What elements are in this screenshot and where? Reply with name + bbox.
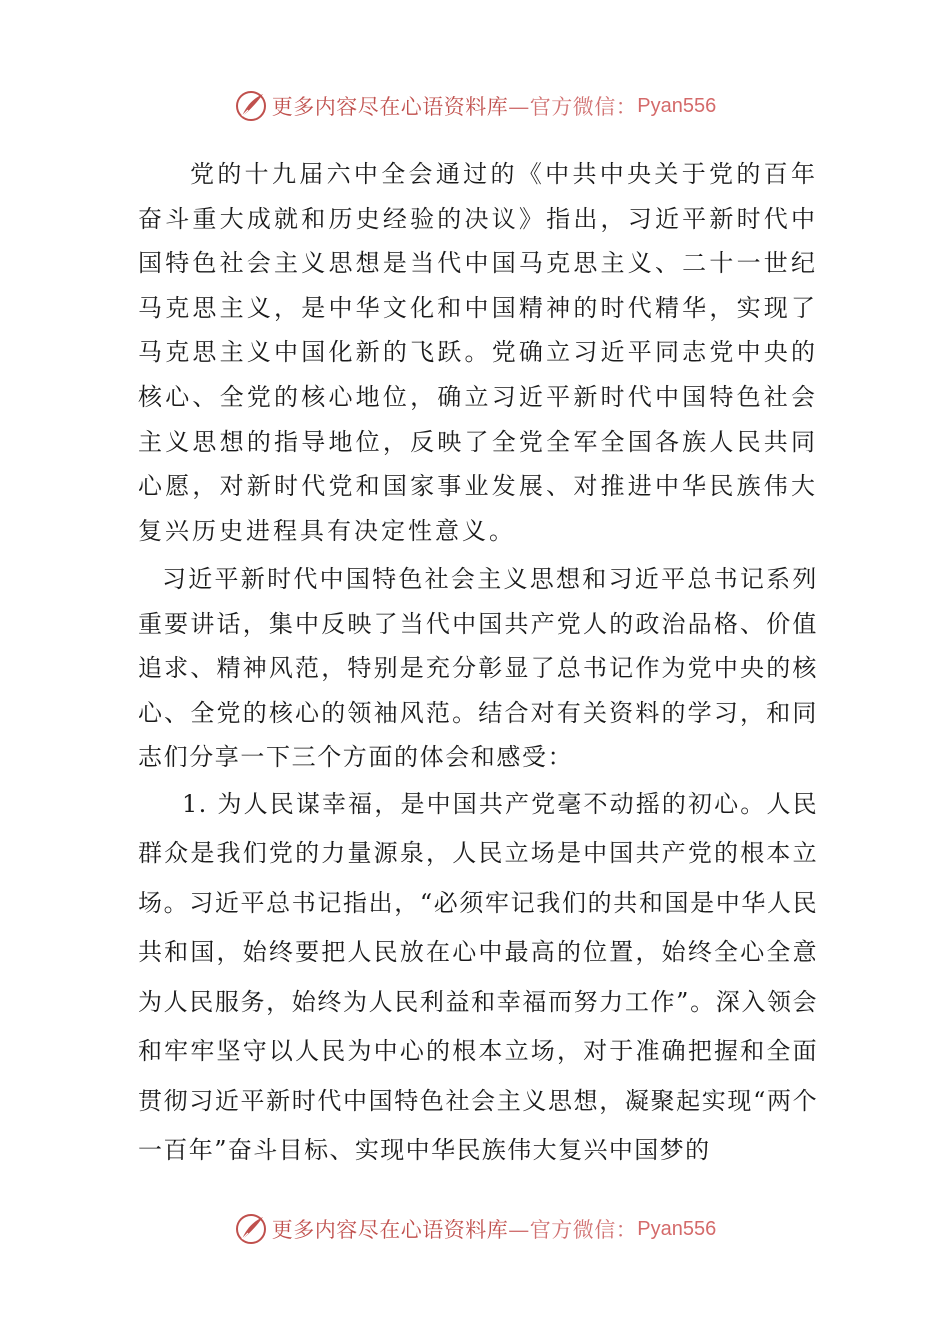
quill-logo-icon — [234, 1212, 268, 1246]
document-body — [138, 152, 818, 1176]
header-watermark-banner — [0, 86, 950, 126]
banner-wechat-id: Pyan556 — [637, 94, 717, 117]
footer-watermark-banner — [0, 1209, 950, 1249]
banner-sub-text: —官方微信： — [508, 95, 638, 119]
paragraph-1: 党的十九届六中全会通过的《中共中央关于党的百年奋斗重大成就和历史经验的决议》指出，习近平新时代中国特色社会主义思想是当代中国马克思主义、二十一世纪马克思主义，是中华文化和中国精神的时代精华，实现了马克思主义中国化新的飞跃。党确立习近平同志党中央的核心、全党的核心地位，确立习近平新时代中国特色社会主义思想的指导地位，反映了全党全军全国各族人民共同心愿，对新时代党和国家事业发展、对推进中华民族伟大复兴历史进程具有决定性意义。 — [138, 160, 818, 545]
banner-sub-text: —官方微信： — [508, 1218, 638, 1242]
paragraph-2: 习近平新时代中国特色社会主义思想和习近平总书记系列重要讲话，集中反映了当代中国共产党人的政治品格、价值追求、精神风范，特别是充分彰显了总书记作为党中央的核心、全党的核心的领袖风范。结合对有关资料的学习，和同志们分享一下三个方面的体会和感受： — [138, 565, 818, 772]
banner-main-text: 更多内容尽在心语资料库 — [271, 1218, 509, 1242]
paragraph-3: 1. 为人民谋幸福，是中国共产党毫不动摇的初心。人民群众是我们党的力量源泉，人民立场是中国共产党的根本立场。习近平总书记指出，“必须牢记我们的共和国是中华人民共和国，始终要把人民放在心中最高的位置，始终全心全意为人民服务，始终为人民利益和幸福而努力工作”。深入领会和牢牢坚守以人民为中心的根本立场，对于准确把握和全面贯彻习近平新时代中国特色社会主义思想，凝聚起实现“两个一百年”奋斗目标、实现中华民族伟大复兴中国梦的 — [138, 789, 818, 1165]
quill-logo-icon — [234, 89, 268, 123]
banner-wechat-id: Pyan556 — [637, 1217, 717, 1240]
banner-main-text: 更多内容尽在心语资料库 — [271, 95, 509, 119]
